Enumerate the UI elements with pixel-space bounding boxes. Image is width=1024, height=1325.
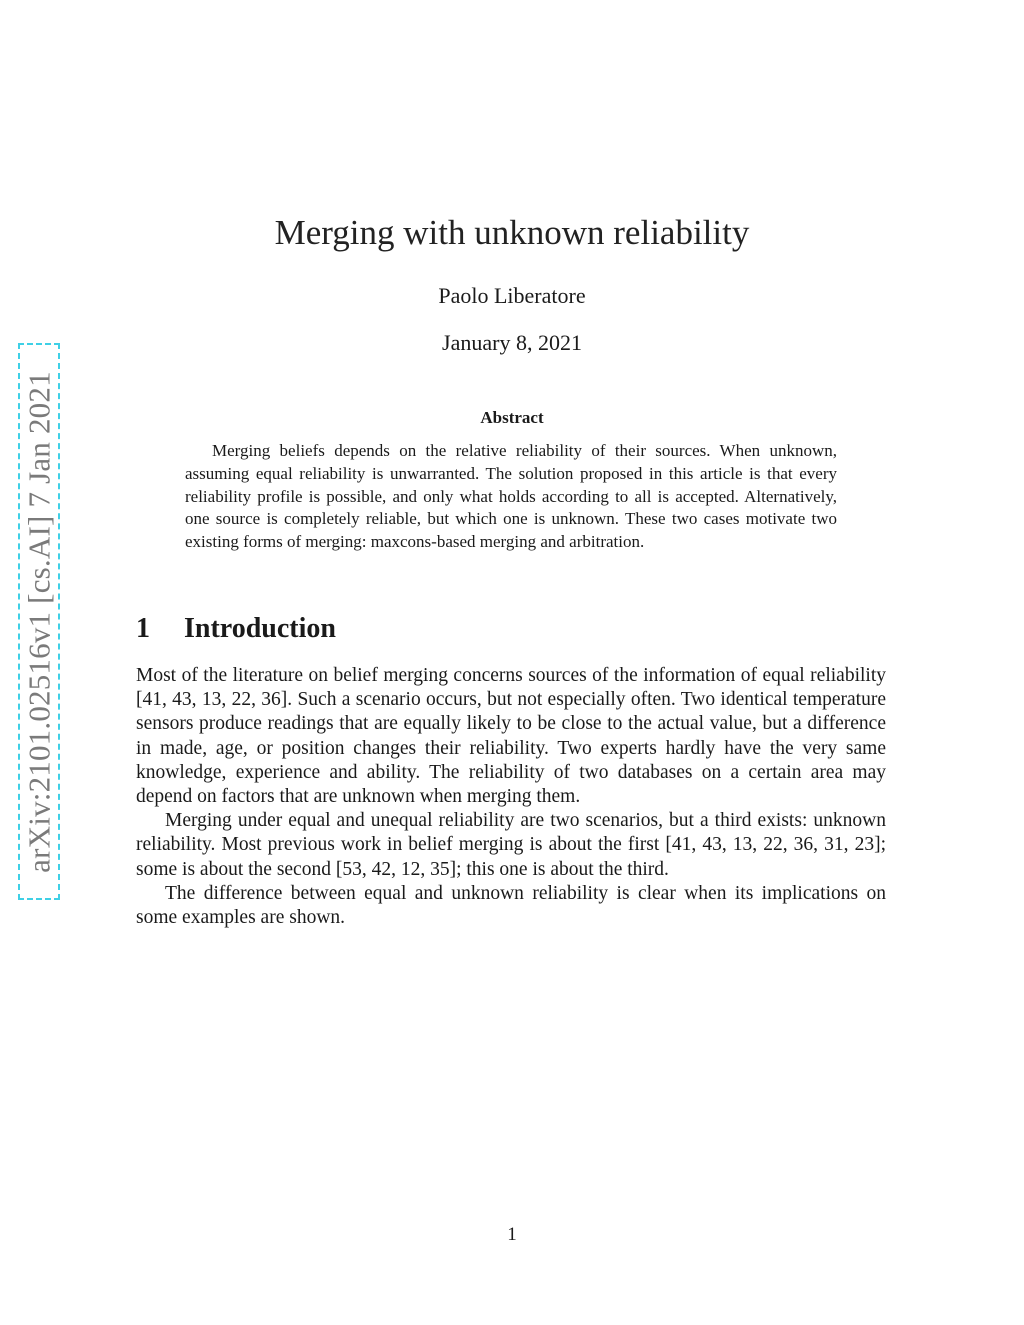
paper-title: Merging with unknown reliability (274, 213, 750, 252)
paragraph: The difference between equal and unknown reliability is clear when its implications on some examples are shown. (136, 882, 886, 929)
arxiv-stamp[interactable]: arXiv:2101.02516v1 [cs.AI] 7 Jan 2021 (21, 371, 57, 873)
section-body (136, 664, 886, 930)
abstract-heading: Abstract (480, 408, 544, 427)
paragraph: Most of the literature on belief merging concerns sources of the information of equal reliability [41, 43, 13, 22, 36]. Such a scenario occurs, but not especially often. Two identical temperature sensors produce readings that are equally likely to be close to the actual value, but a difference in made, age, or position changes their reliability. Two experts hardly have the very same knowledge, experience and ability. The reliability of two databases on a certain area may depend on factors that are unknown when merging them. (136, 665, 886, 808)
section-number: 1 (136, 613, 150, 644)
section-title: Introduction (184, 613, 336, 644)
abstract-text: Merging beliefs depends on the relative reliability of their sources. When unknown, assuming equal reliability is unwarranted. The solution proposed in this article is that every reliability profile is possible, and only what holds according to all is accepted. Alternatively, one source is completely reliable, but which one is unknown. These two cases motivate two existing forms of merging: maxcons-based merging and arbitration. (185, 441, 837, 552)
page-number: 1 (507, 1224, 517, 1245)
author-name: Paolo Liberatore (438, 283, 586, 308)
paper-date: January 8, 2021 (442, 330, 582, 355)
section-heading (136, 610, 886, 648)
paragraph: Merging under equal and unequal reliability are two scenarios, but a third exists: unknown reliability. Most previous work in belief merging is about the first [41, 43, 13, 22, 36, 31, 23]; some is about the second [53, 42, 12, 35]; this one is about the third. (136, 810, 886, 880)
